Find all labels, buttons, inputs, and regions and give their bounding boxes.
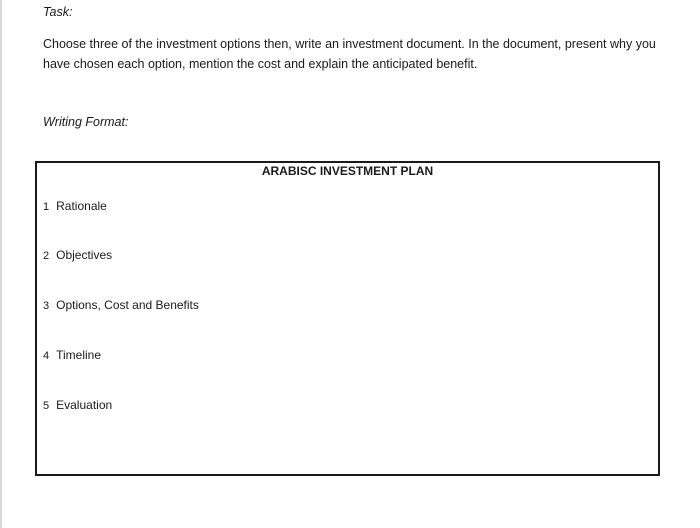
plan-section-objectives (43, 248, 112, 262)
section-label: Timeline (56, 348, 102, 362)
plan-section-rationale (43, 199, 107, 213)
section-number: 3 (43, 300, 50, 312)
section-number: 4 (43, 350, 50, 362)
plan-section-options (43, 298, 199, 312)
section-number: 1 (43, 201, 50, 213)
investment-plan-box (35, 161, 660, 476)
task-label: Task: (43, 5, 73, 19)
section-number: 2 (43, 250, 50, 262)
plan-section-evaluation (43, 398, 112, 412)
section-label: Options, Cost and Benefits (56, 298, 199, 312)
writing-format-label: Writing Format: (43, 115, 129, 129)
plan-section-timeline (43, 348, 101, 362)
section-number: 5 (43, 400, 50, 412)
section-label: Evaluation (56, 398, 113, 412)
task-instructions: Choose three of the investment options then, write an investment document. In the document, present why you have chosen each option, mention the cost and explain the anticipated benefit. (43, 37, 656, 71)
section-label: Objectives (56, 248, 113, 262)
page-left-edge (0, 0, 2, 528)
plan-title: ARABISC INVESTMENT PLAN (261, 164, 434, 178)
section-label: Rationale (56, 199, 107, 213)
